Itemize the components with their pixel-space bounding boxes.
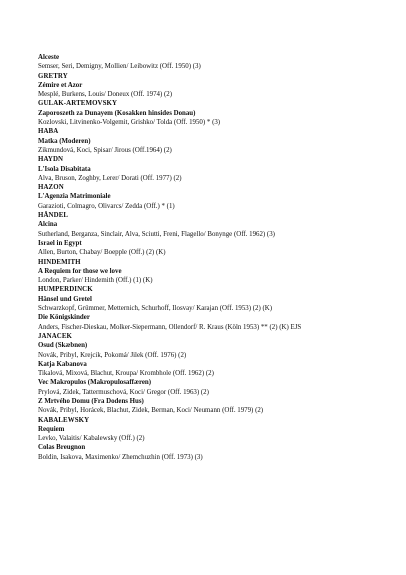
performance-line: Tikalová, Mixová, Blachut, Kroupa/ Krombhole (Off. 1962) (2): [38, 370, 214, 378]
performance-line: Novák, Pribyl, Horácek, Blachut, Zidek, Berman, Koci/ Neumann (Off. 1979) (2): [38, 407, 264, 415]
work-title: Hänsel und Gretel: [38, 295, 92, 303]
composer-heading: HAYDN: [38, 156, 64, 164]
composer-heading: HINDEMITH: [38, 258, 81, 266]
performance-line: Sutherland, Berganza, Sinclair, Alva, Sciutti, Freni, Flagello/ Bonynge (Off. 1962) (3): [38, 230, 275, 238]
work-title: Alcina: [38, 221, 58, 229]
composer-heading: GULAK-ARTEMOVSKY: [38, 100, 118, 108]
performance-line: London, Parker/ Hindemith (Off.) (1) (K): [38, 277, 153, 285]
work-title: Alceste: [38, 54, 60, 61]
performance-line: Levko, Valaitis/ Kabalewsky (Off.) (2): [38, 435, 145, 443]
performance-line: Kozlovski, Litvinenko-Volgemit, Grishko/ Tolda (Off. 1950) * (3): [38, 119, 221, 127]
composer-heading: JANACEK: [38, 332, 73, 340]
performance-line: Allen, Burton, Chabay/ Boepple (Off.) (2) (K): [38, 249, 166, 257]
composer-heading: HAZON: [38, 184, 64, 192]
performance-line: Mesplé, Burkens, Louis/ Doneux (Off. 1974) (2): [38, 91, 173, 99]
document-page: [38, 53, 400, 462]
composer-heading: HUMPERDINCK: [38, 286, 93, 294]
performance-line: Prylová, Zidek, Tattermuschová, Koci/ Gregor (Off. 1963) (2): [38, 388, 209, 396]
work-title: Colas Breugnon: [38, 444, 86, 452]
work-title: Die Königskinder: [38, 314, 90, 322]
work-title: Matka (Moderen): [38, 137, 91, 145]
work-title: Requiem: [38, 425, 65, 433]
performance-line: Zikmundová, Koci, Spisar/ Jirous (Off.1964) (2): [38, 146, 172, 154]
work-title: Israel in Egypt: [38, 239, 82, 247]
work-title: Katja Kabanova: [38, 360, 87, 368]
work-title: A Requiem for those we love: [38, 267, 122, 275]
work-title: Zaporoszeth za Dunayem (Kosakken hinsides Donau): [38, 109, 196, 117]
work-title: Zémire et Azor: [38, 81, 83, 89]
performance-line: Semser, Seri, Demigny, Mollien/ Leibowitz (Off. 1950) (3): [38, 63, 201, 71]
performance-line: Garazioti, Colmagro, Olivarcs/ Zedda (Off.) * (1): [38, 202, 175, 210]
performance-line: Schwarzkopf, Grümmer, Metternich, Schurhoff, Ilosvay/ Karajan (Off. 1953) (2) (K): [38, 305, 273, 313]
work-title: Vec Makropulos (Makropulosaffæren): [38, 379, 152, 387]
performance-line: Novák, Pribyl, Krejcik, Pokomá/ Jilek (Off. 1976) (2): [38, 351, 187, 359]
work-title: L'Isola Disabitata: [38, 165, 91, 173]
composer-heading: HABA: [38, 128, 59, 136]
performance-line: Boldin, Isakova, Maximenko/ Zhemchuzhin (Off. 1973) (3): [38, 453, 203, 461]
composer-heading: HÄNDEL: [38, 212, 69, 220]
work-title: Z Mrtvého Domu (Fra Dodens Hus): [38, 397, 144, 405]
performance-line: Anders, Fischer-Dieskau, Molker-Siepermann, Ollendorf/ R. Kraus (Köln 1953) ** (2) (K) EJS: [38, 323, 302, 331]
work-title: Osud (Skæbnen): [38, 342, 88, 350]
composer-heading: KABALEWSKY: [38, 416, 90, 424]
performance-line: Alva, Bruson, Zoghby, Lerer/ Dorati (Off. 1977) (2): [38, 174, 182, 182]
composer-heading: GRETRY: [38, 72, 68, 80]
work-title: L'Agenzia Matrimoniale: [38, 193, 111, 201]
